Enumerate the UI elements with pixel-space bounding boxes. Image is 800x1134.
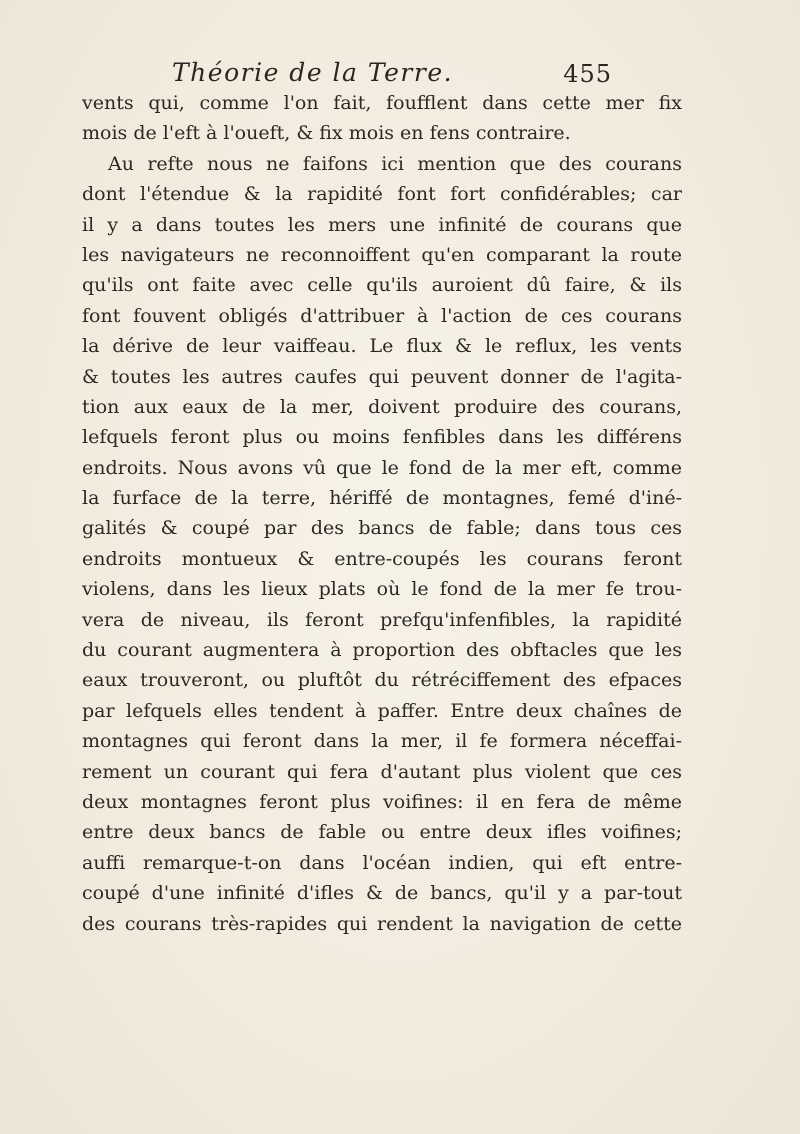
text-line: par lefquels elles tendent à paffer. Entre deux chaînes de: [82, 699, 682, 722]
text-line: tion aux eaux de la mer, doivent produire des courans,: [82, 395, 682, 418]
text-line: endroits montueux & entre-coupés les courans feront: [82, 547, 682, 570]
text-line: la furface de la terre, hériffé de montagnes, femé d'iné-: [82, 487, 682, 510]
text-line: galités & coupé par des bancs de fable; dans tous ces: [82, 517, 682, 540]
text-line: dont l'étendue & la rapidité font fort confidérables; car: [82, 183, 682, 206]
text-line: vents qui, comme l'on fait, foufflent dans cette mer fix: [82, 92, 682, 114]
text-line: les navigateurs ne reconnoiffent qu'en comparant la route: [82, 243, 682, 266]
text-line: violens, dans les lieux plats où le fond de la mer fe trou-: [82, 578, 682, 601]
text-line: auffi remarque-t-on dans l'océan indien, qui eft entre-: [82, 851, 682, 874]
text-line: lefquels feront plus ou moins fenfibles dans les différens: [82, 426, 682, 449]
text-line: mois de l'eft à l'oueft, & fix mois en fens contraire.: [82, 122, 571, 145]
text-line: il y a dans toutes les mers une infinité de courans que: [82, 213, 682, 236]
text-line: des courans très-rapides qui rendent la navigation de cette: [82, 912, 682, 935]
text-line: Au refte nous ne faifons ici mention que des courans: [108, 152, 682, 175]
running-head: [172, 58, 612, 92]
text-line: qu'ils ont faite avec celle qu'ils auroient dû faire, & ils: [82, 274, 682, 297]
text-line: rement un courant qui fera d'autant plus violent que ces: [82, 760, 682, 783]
text-line: vera de niveau, ils feront prefqu'infenfibles, la rapidité: [82, 608, 682, 631]
page-number: 455: [563, 60, 612, 88]
text-line: coupé d'une infinité d'ifles & de bancs, qu'il y a par-tout: [82, 882, 682, 905]
text-line: montagnes qui feront dans la mer, il fe formera néceffai-: [82, 730, 682, 753]
running-title: Théorie de la Terre.: [172, 58, 454, 87]
text-line: font fouvent obligés d'attribuer à l'action de ces courans: [82, 304, 682, 327]
text-line: & toutes les autres caufes qui peuvent donner de l'agita-: [82, 365, 682, 388]
text-line: entre deux bancs de fable ou entre deux ifles voifines;: [82, 821, 682, 844]
text-line: du courant augmentera à proportion des obftacles que les: [82, 639, 682, 662]
text-line: la dérive de leur vaiffeau. Le flux & le reflux, les vents: [82, 335, 682, 358]
text-line: eaux trouveront, ou pluftôt du rétréciffement des efpaces: [82, 669, 682, 692]
text-line: deux montagnes feront plus voifines: il en fera de même: [82, 790, 682, 813]
text-line: endroits. Nous avons vû que le fond de la mer eft, comme: [82, 456, 682, 479]
body-text: [82, 88, 682, 939]
